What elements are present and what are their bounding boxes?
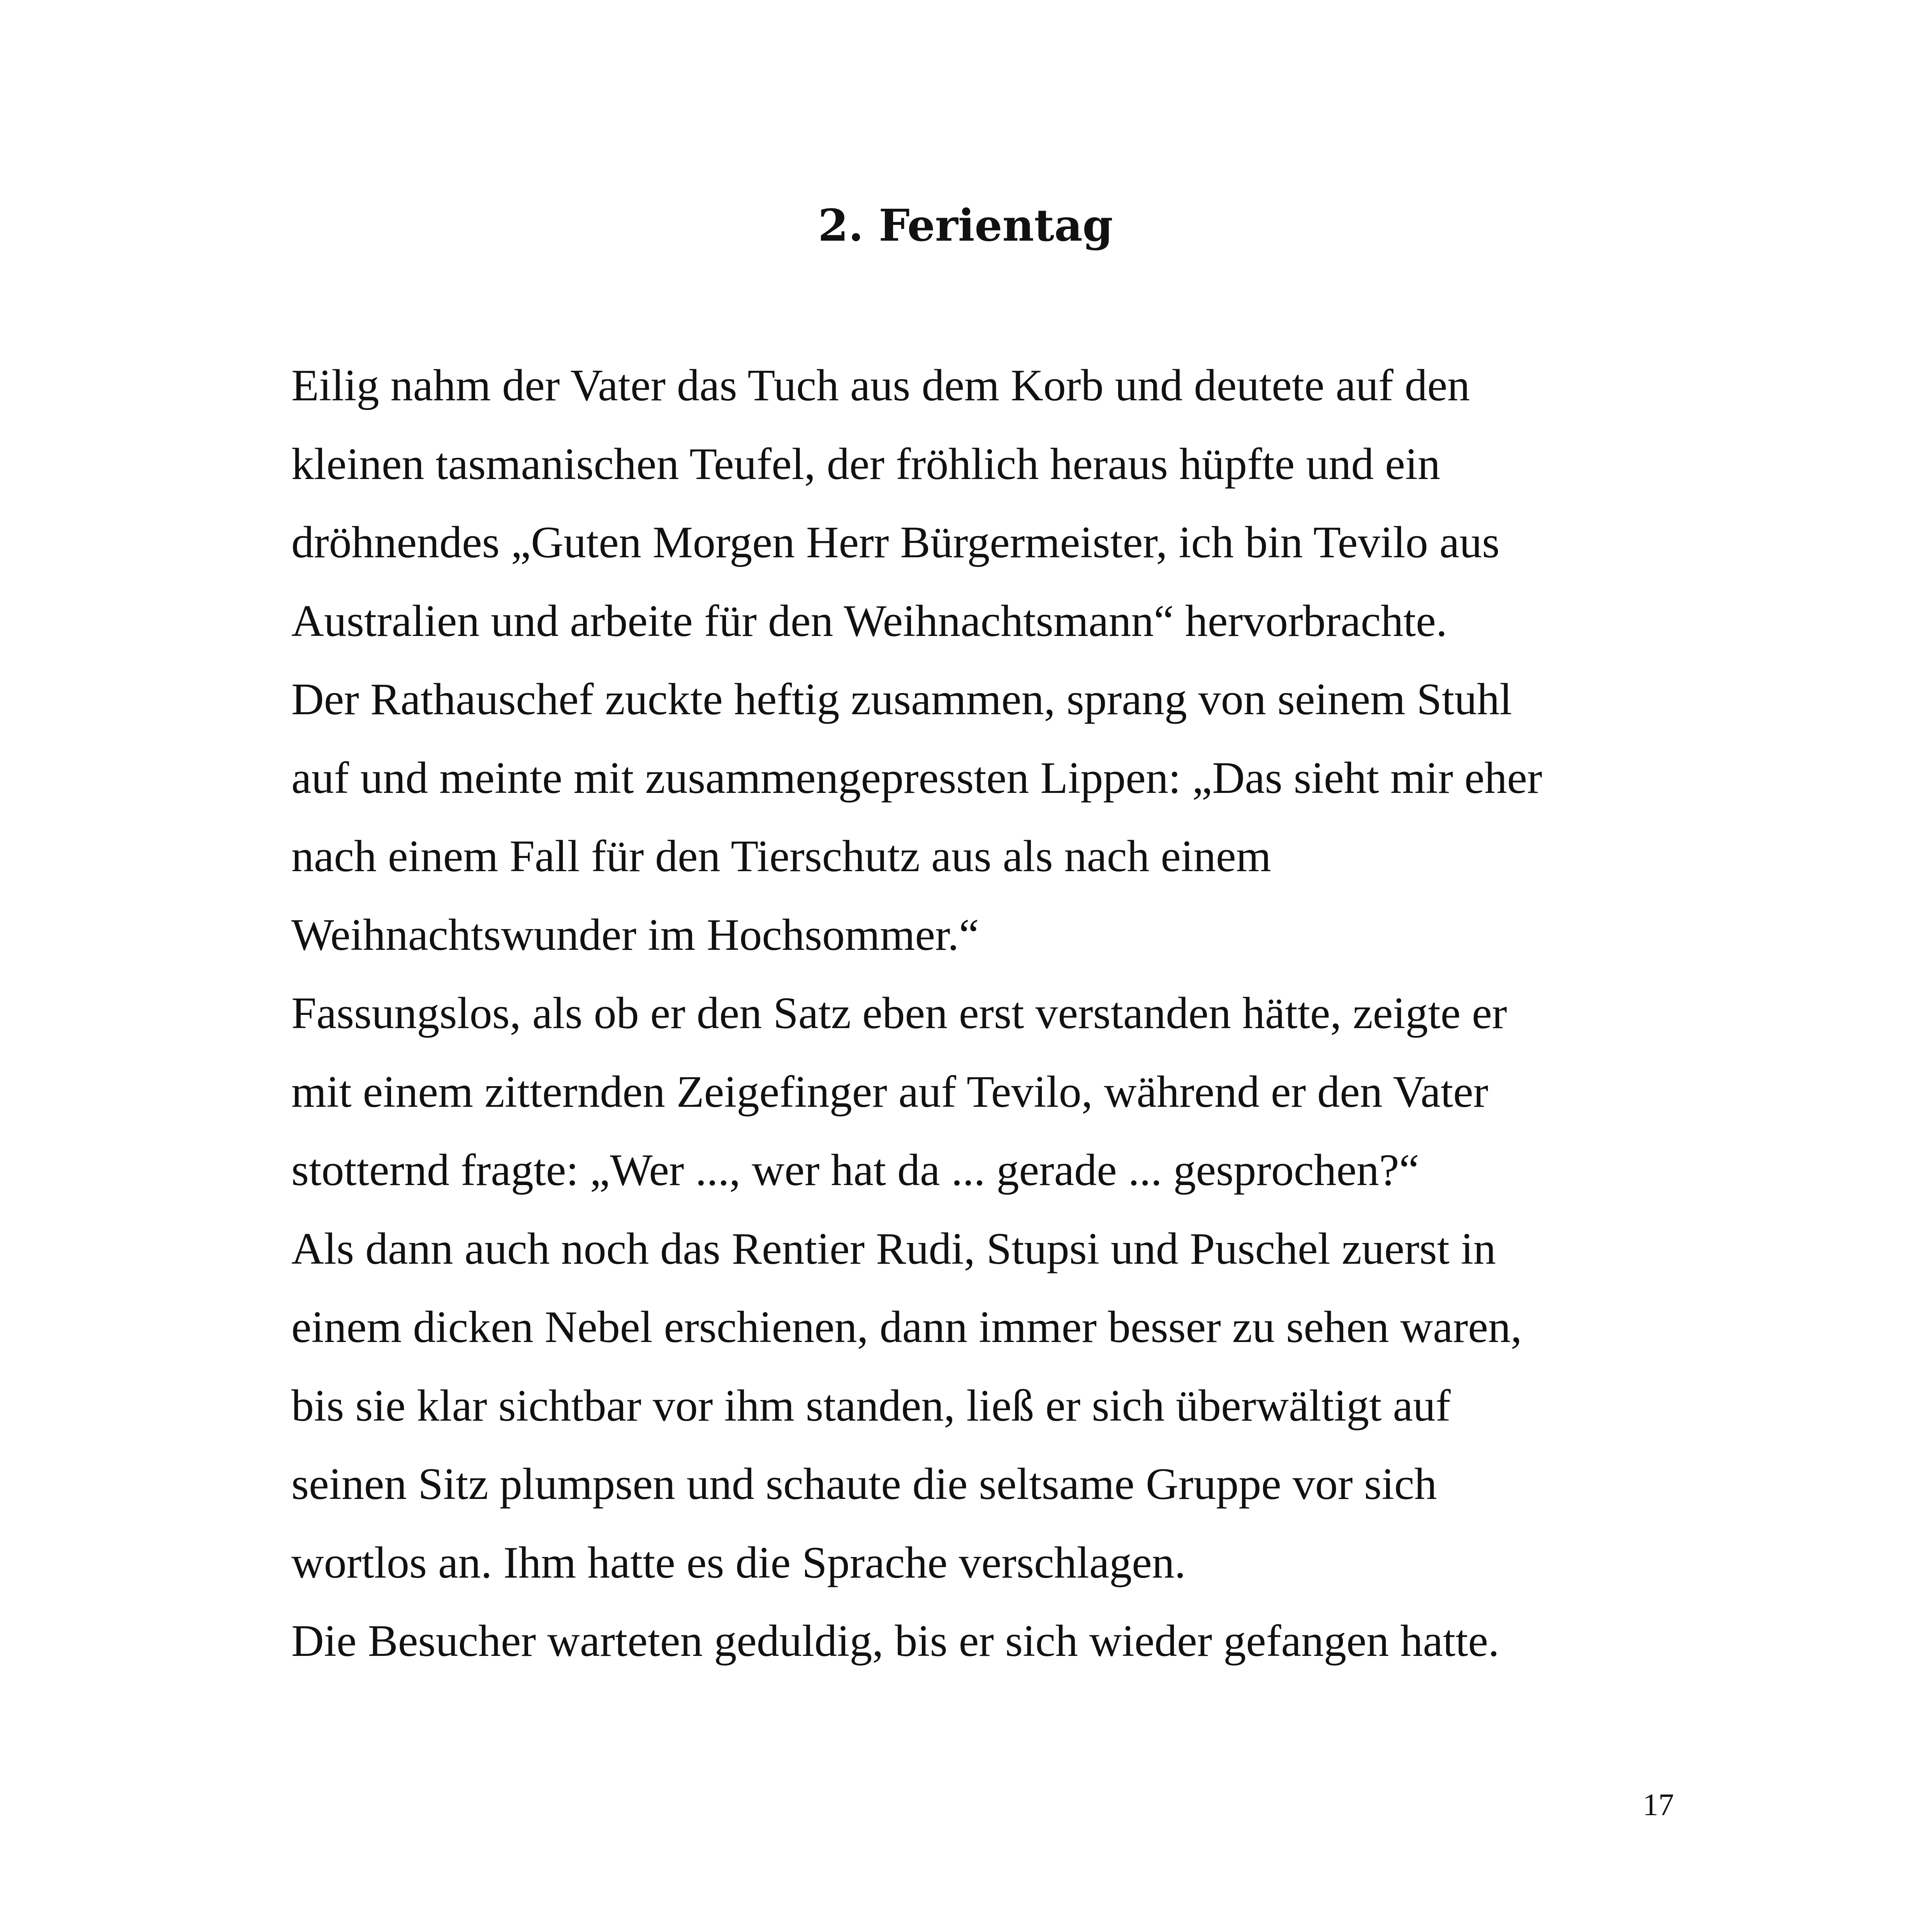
text-line: auf und meinte mit zusammengepressten Lippen: „Das sieht mir eher <box>291 753 1542 803</box>
text-line: Fassungslos, als ob er den Satz eben erst verstanden hätte, zeigte er <box>291 988 1507 1038</box>
text-line: wortlos an. Ihm hatte es die Sprache verschlagen. <box>291 1537 1186 1588</box>
text-line: Weihnachtswunder im Hochsommer.“ <box>291 910 979 960</box>
text-line: nach einem Fall für den Tierschutz aus als nach einem <box>291 831 1271 881</box>
text-line: Als dann auch noch das Rentier Rudi, Stupsi und Puschel zuerst in <box>291 1224 1496 1274</box>
text-line: seinen Sitz plumpsen und schaute die seltsame Gruppe vor sich <box>291 1459 1437 1509</box>
body-text <box>291 347 1693 1681</box>
text-line: Die Besucher warteten geduldig, bis er sich wieder gefangen hatte. <box>291 1616 1499 1666</box>
text-line: stotternd fragte: „Wer ..., wer hat da ... gerade ... gesprochen?“ <box>291 1145 1419 1195</box>
text-line: Der Rathauschef zuckte heftig zusammen, sprang von seinem Stuhl <box>291 675 1512 724</box>
text-line: bis sie klar sichtbar vor ihm standen, ließ er sich überwältigt auf <box>291 1381 1451 1431</box>
text-line: mit einem zitternden Zeigefinger auf Tevilo, während er den Vater <box>291 1067 1489 1117</box>
text-line: kleinen tasmanischen Teufel, der fröhlich heraus hüpfte und ein <box>291 439 1440 489</box>
text-line: Eilig nahm der Vater das Tuch aus dem Korb und deutete auf den <box>291 361 1470 410</box>
page-number: 17 <box>1643 1788 1674 1822</box>
text-line: dröhnendes „Guten Morgen Herr Bürgermeister, ich bin Tevilo aus <box>291 518 1500 567</box>
text-line: Australien und arbeite für den Weihnachtsmann“ hervorbrachte. <box>291 596 1447 646</box>
chapter-title: 2. Ferientag <box>818 200 1113 251</box>
text-line: einem dicken Nebel erschienen, dann immer besser zu sehen waren, <box>291 1302 1522 1352</box>
